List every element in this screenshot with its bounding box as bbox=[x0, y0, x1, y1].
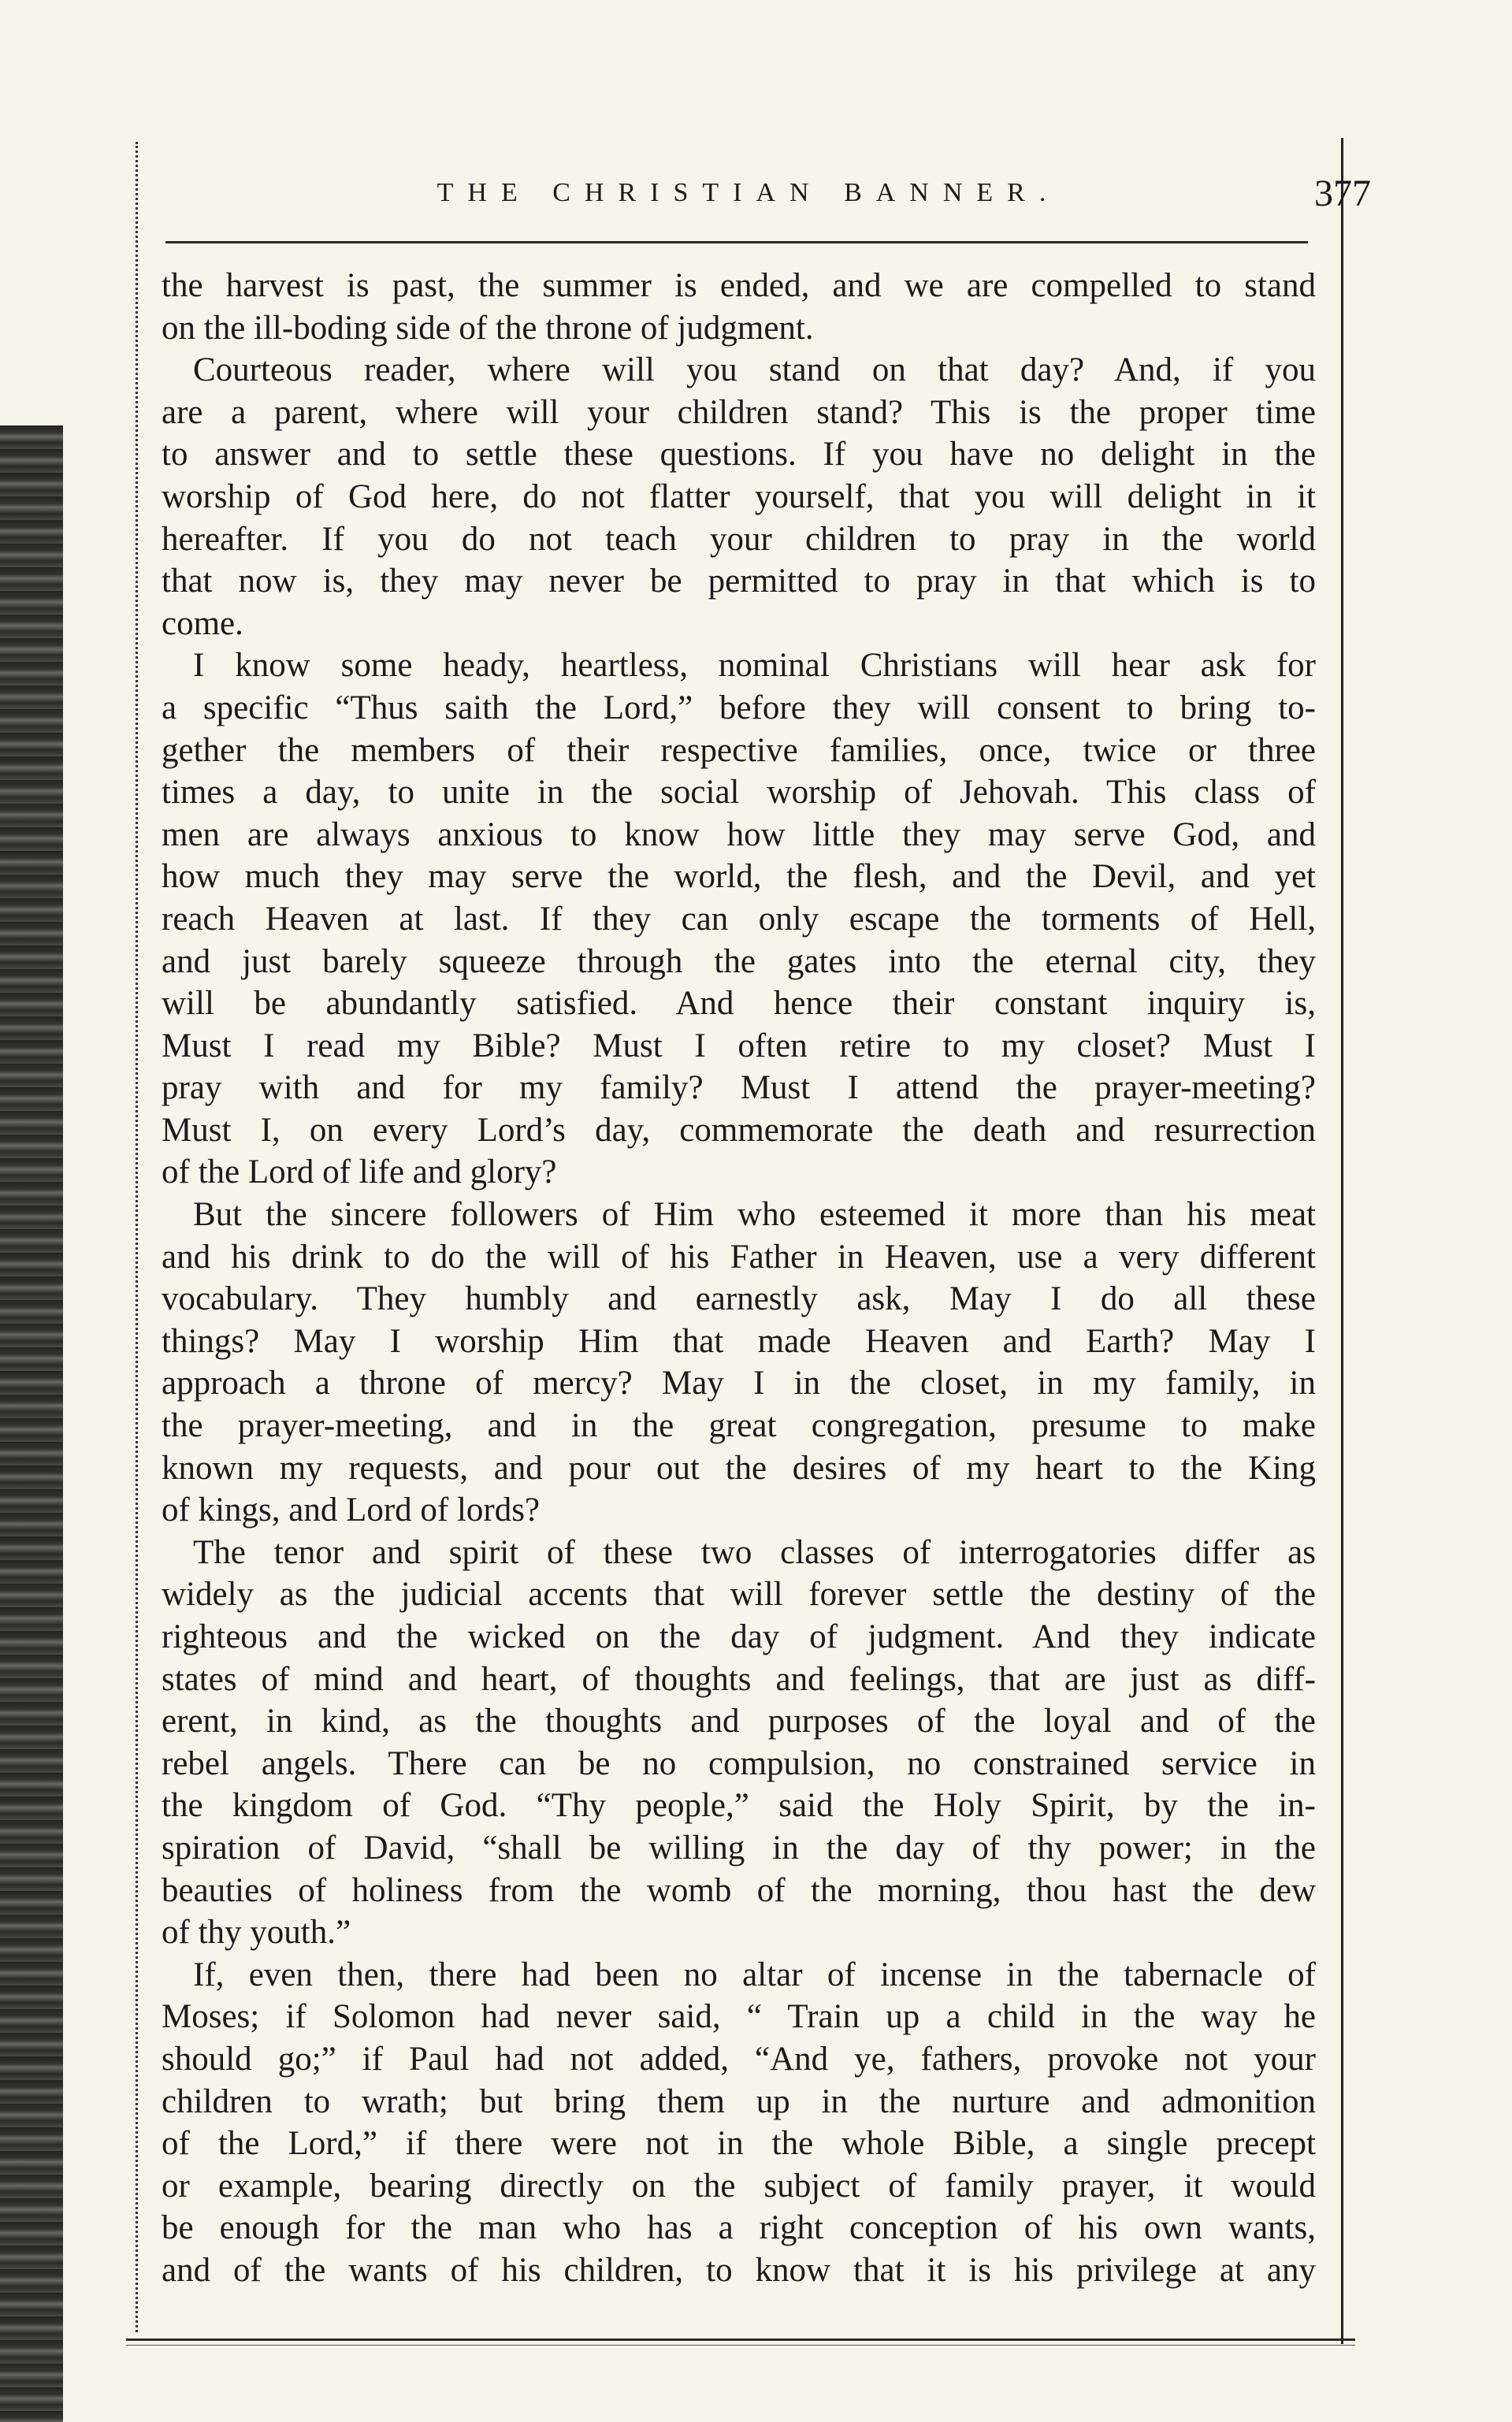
text-line: come. bbox=[162, 604, 243, 642]
left-margin-rule bbox=[136, 142, 138, 2332]
text-line: approach a throne of mercy? May I in the closet, in my family, in bbox=[162, 1365, 1316, 1402]
right-margin-rule bbox=[1341, 138, 1343, 2344]
text-line: or example, bearing directly on the subject of family prayer, it would bbox=[162, 2167, 1316, 2205]
text-line: men are always anxious to know how little they may serve God, and bbox=[162, 815, 1316, 853]
text-line: the prayer-meeting, and in the great congregation, presume to make bbox=[162, 1407, 1316, 1445]
text-line: of thy youth.” bbox=[162, 1914, 351, 1952]
text-line: and his drink to do the will of his Father in Heaven, use a very different bbox=[162, 1238, 1316, 1276]
running-title: THE CHRISTIAN BANNER. bbox=[437, 178, 1061, 207]
text-line: hereafter. If you do not teach your children to pray in the world bbox=[162, 520, 1316, 558]
text-line: If, even then, there had been no altar of incense in the tabernacle of bbox=[193, 1956, 1316, 1993]
text-line: the harvest is past, the summer is ended, and we are compelled to stand bbox=[162, 267, 1316, 304]
text-line: But the sincere followers of Him who esteemed it more than his meat bbox=[193, 1196, 1316, 1234]
text-line: reach Heaven at last. If they can only escape the torments of Hell, bbox=[162, 900, 1316, 938]
footer-rule bbox=[126, 2338, 1355, 2341]
text-line: widely as the judicial accents that will forever settle the destiny of the bbox=[162, 1576, 1316, 1614]
text-line: are a parent, where will your children stand? This is the proper time bbox=[162, 393, 1316, 431]
body-text bbox=[162, 265, 1316, 2292]
text-line: children to wrath; but bring them up in the nurture and admonition bbox=[162, 2082, 1316, 2120]
text-line: things? May I worship Him that made Heaven and Earth? May I bbox=[162, 1322, 1316, 1360]
header-rule bbox=[165, 241, 1308, 243]
text-line: righteous and the wicked on the day of judgment. And they indicate bbox=[162, 1618, 1316, 1655]
text-line: times a day, to unite in the social worship of Jehovah. This class of bbox=[162, 774, 1316, 812]
text-line: and of the wants of his children, to know that it is his privilege at any bbox=[162, 2251, 1316, 2289]
binding-gutter-shadow bbox=[0, 425, 63, 2422]
text-line: a specific “Thus saith the Lord,” before they will consent to bring to- bbox=[162, 689, 1316, 726]
text-line: of kings, and Lord of lords? bbox=[162, 1491, 541, 1529]
text-line: should go;” if Paul had not added, “And ye, fathers, provoke not your bbox=[162, 2040, 1316, 2078]
text-line: I know some heady, heartless, nominal Christians will hear ask for bbox=[193, 647, 1316, 685]
text-line: The tenor and spirit of these two classes of interrogatories differ as bbox=[193, 1533, 1316, 1571]
page-number: 377 bbox=[1314, 173, 1371, 214]
running-head bbox=[150, 172, 1371, 219]
text-line: vocabulary. They humbly and earnestly ask, May I do all these bbox=[162, 1280, 1316, 1318]
text-line: erent, in kind, as the thoughts and purposes of the loyal and of the bbox=[162, 1703, 1316, 1740]
footer-rule-thin bbox=[126, 2345, 1355, 2346]
text-line: Must I, on every Lord’s day, commemorate the death and resurrection bbox=[162, 1111, 1316, 1149]
text-line: to answer and to settle these questions. If you have no delight in the bbox=[162, 436, 1316, 474]
text-line: of the Lord,” if there were not in the whole Bible, a single precept bbox=[162, 2125, 1316, 2163]
text-line: spiration of David, “shall be willing in the day of thy power; in the bbox=[162, 1829, 1316, 1867]
text-line: how much they may serve the world, the flesh, and the Devil, and yet bbox=[162, 858, 1316, 896]
text-line: on the ill-boding side of the throne of judgment. bbox=[162, 309, 814, 347]
text-line: Courteous reader, where will you stand on that day? And, if you bbox=[193, 351, 1316, 389]
text-line: beauties of holiness from the womb of the morning, thou hast the dew bbox=[162, 1871, 1316, 1909]
text-line: pray with and for my family? Must I attend the prayer-meeting? bbox=[162, 1069, 1316, 1107]
text-line: Moses; if Solomon had never said, “ Train up a child in the way he bbox=[162, 1998, 1316, 2036]
text-line: states of mind and heart, of thoughts and feelings, that are just as diff- bbox=[162, 1660, 1316, 1698]
text-line: Must I read my Bible? Must I often retire to my closet? Must I bbox=[162, 1027, 1316, 1064]
text-line: will be abundantly satisfied. And hence their constant inquiry is, bbox=[162, 985, 1316, 1023]
text-line: known my requests, and pour out the desires of my heart to the King bbox=[162, 1449, 1316, 1487]
text-line: gether the members of their respective families, once, twice or three bbox=[162, 731, 1316, 769]
text-line: worship of God here, do not flatter yourself, that you will delight in it bbox=[162, 477, 1316, 515]
text-line: and just barely squeeze through the gates into the eternal city, they bbox=[162, 942, 1316, 980]
text-line: rebel angels. There can be no compulsion, no constrained service in bbox=[162, 1744, 1316, 1782]
text-line: that now is, they may never be permitted to pray in that which is to bbox=[162, 563, 1316, 600]
text-line: be enough for the man who has a right conception of his own wants, bbox=[162, 2209, 1316, 2247]
text-line: the kingdom of God. “Thy people,” said the Holy Spirit, by the in- bbox=[162, 1787, 1316, 1825]
text-line: of the Lord of life and glory? bbox=[162, 1153, 557, 1191]
